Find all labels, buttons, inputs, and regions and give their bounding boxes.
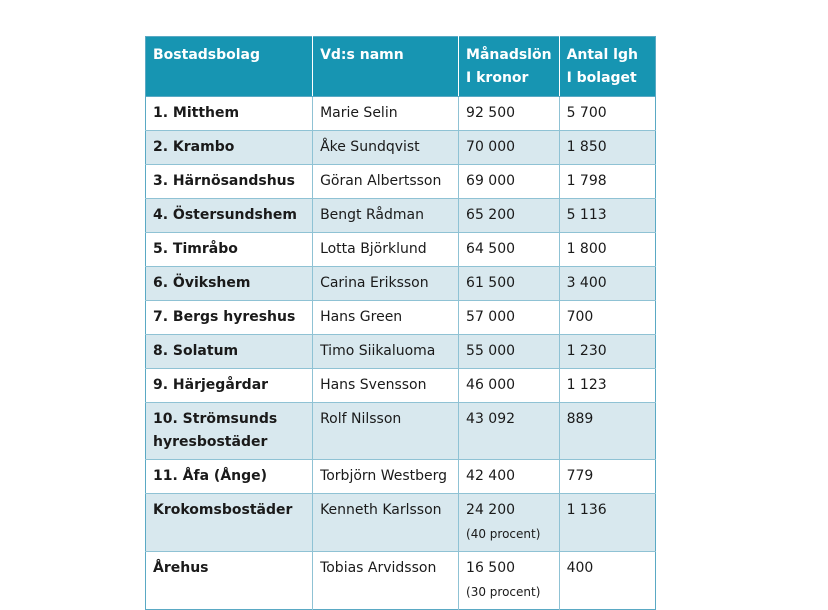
table-row [146, 97, 656, 131]
table-row [146, 335, 656, 369]
salary-cell: 69 000 [459, 165, 560, 199]
ceo-cell: Bengt Rådman [313, 199, 459, 233]
salary-note: (40 procent) [466, 527, 541, 541]
company-cell: 10. Strömsunds hyresbostäder [146, 403, 313, 460]
table-row [146, 165, 656, 199]
apartments-cell: 1 123 [559, 369, 655, 403]
company-cell: Årehus [146, 552, 313, 610]
ceo-cell: Göran Albertsson [313, 165, 459, 199]
apartments-cell: 1 230 [559, 335, 655, 369]
salary-note: (30 procent) [466, 585, 541, 599]
company-cell: 7. Bergs hyreshus [146, 301, 313, 335]
table-row [146, 494, 656, 552]
ceo-cell: Kenneth Karlsson [313, 494, 459, 552]
ceo-cell: Lotta Björklund [313, 233, 459, 267]
apartments-cell: 1 800 [559, 233, 655, 267]
apartments-cell: 700 [559, 301, 655, 335]
company-cell: 5. Timråbo [146, 233, 313, 267]
ceo-cell: Hans Green [313, 301, 459, 335]
ceo-cell: Marie Selin [313, 97, 459, 131]
company-cell: 6. Övikshem [146, 267, 313, 301]
salary-cell: 43 092 [459, 403, 560, 460]
company-cell: 11. Åfa (Ånge) [146, 460, 313, 494]
salary-cell: 46 000 [459, 369, 560, 403]
header-ceo: Vd:s namn [313, 37, 459, 97]
company-cell: 4. Östersundshem [146, 199, 313, 233]
table-row [146, 301, 656, 335]
apartments-cell: 3 400 [559, 267, 655, 301]
ceo-cell: Tobias Arvidsson [313, 552, 459, 610]
ceo-cell: Torbjörn Westberg [313, 460, 459, 494]
company-cell: 8. Solatum [146, 335, 313, 369]
company-cell: 1. Mitthem [146, 97, 313, 131]
company-cell: 2. Krambo [146, 131, 313, 165]
table-row [146, 131, 656, 165]
apartments-cell: 1 850 [559, 131, 655, 165]
salary-cell: 16 500 (30 procent) [459, 552, 560, 610]
apartments-cell: 5 113 [559, 199, 655, 233]
header-salary: Månadslön I kronor [459, 37, 560, 97]
salary-cell: 61 500 [459, 267, 560, 301]
ceo-cell: Åke Sundqvist [313, 131, 459, 165]
company-cell: 9. Härjegårdar [146, 369, 313, 403]
table-row [146, 267, 656, 301]
header-apartments: Antal lgh I bolaget [559, 37, 655, 97]
salary-cell: 42 400 [459, 460, 560, 494]
header-row [146, 37, 656, 97]
apartments-cell: 889 [559, 403, 655, 460]
table-row [146, 233, 656, 267]
apartments-cell: 779 [559, 460, 655, 494]
salary-cell: 64 500 [459, 233, 560, 267]
salary-cell: 24 200 (40 procent) [459, 494, 560, 552]
salary-cell: 70 000 [459, 131, 560, 165]
company-cell: Krokomsbostäder [146, 494, 313, 552]
ceo-salary-table [145, 36, 656, 610]
table-row [146, 199, 656, 233]
company-cell: 3. Härnösandshus [146, 165, 313, 199]
ceo-cell: Rolf Nilsson [313, 403, 459, 460]
header-company: Bostadsbolag [146, 37, 313, 97]
salary-cell: 57 000 [459, 301, 560, 335]
apartments-cell: 1 798 [559, 165, 655, 199]
ceo-cell: Carina Eriksson [313, 267, 459, 301]
table-row [146, 552, 656, 610]
apartments-cell: 1 136 [559, 494, 655, 552]
salary-cell: 92 500 [459, 97, 560, 131]
ceo-cell: Timo Siikaluoma [313, 335, 459, 369]
table-row [146, 369, 656, 403]
apartments-cell: 400 [566, 560, 594, 576]
apartments-cell: 5 700 [559, 97, 655, 131]
table-row [146, 460, 656, 494]
table-row [146, 403, 656, 460]
salary-cell: 55 000 [459, 335, 560, 369]
salary-cell: 65 200 [459, 199, 560, 233]
ceo-cell: Hans Svensson [313, 369, 459, 403]
